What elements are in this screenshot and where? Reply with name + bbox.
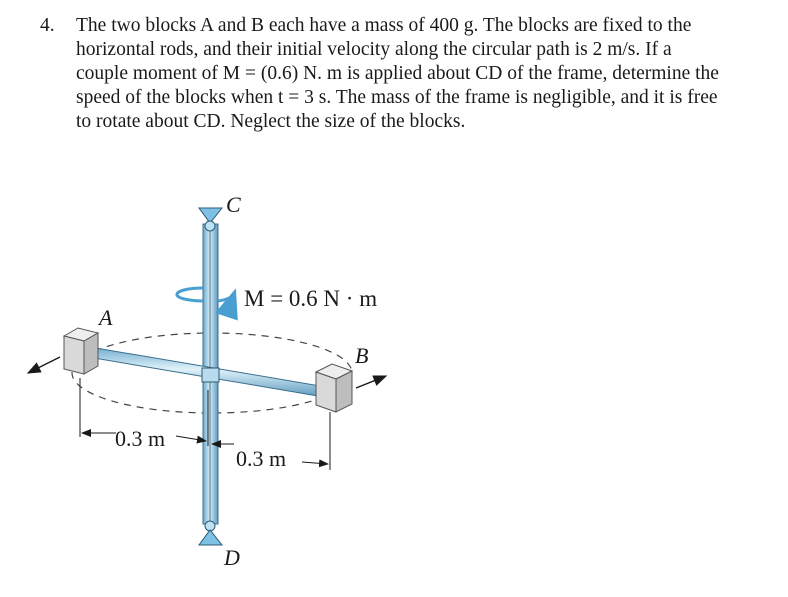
hub — [202, 368, 219, 382]
block-b — [316, 364, 352, 412]
label-c: C — [226, 192, 241, 217]
dim-right-label: 0.3 m — [236, 446, 287, 471]
problem-line-5: to rotate about CD. Neglect the size of the blocks. — [76, 111, 466, 132]
problem-line-1: The two blocks A and B each have a mass of 400 g. The blocks are fixed to the — [76, 15, 692, 36]
label-b: B — [355, 343, 369, 368]
bearing-c-icon — [199, 208, 222, 231]
dim-left-label: 0.3 m — [115, 426, 166, 451]
problem-line-2: horizontal rods, and their initial velocity along the circular path is 2 m/s. If a — [76, 39, 672, 60]
moment-label: M = 0.6 N · m — [244, 286, 378, 311]
block-a — [64, 328, 98, 374]
problem-line-3: couple moment of M = (0.6) N. m is applied about CD of the frame, determine the — [76, 63, 719, 84]
label-a: A — [99, 305, 113, 330]
problem-line-4: speed of the blocks when t = 3 s. The mass of the frame is negligible, and it is free — [76, 87, 718, 108]
velocity-arrow-a — [28, 357, 60, 373]
problem-number: 4. — [40, 15, 55, 36]
label-d: D — [224, 545, 240, 570]
velocity-arrow-b — [356, 376, 386, 388]
bearing-d-icon — [199, 521, 222, 545]
